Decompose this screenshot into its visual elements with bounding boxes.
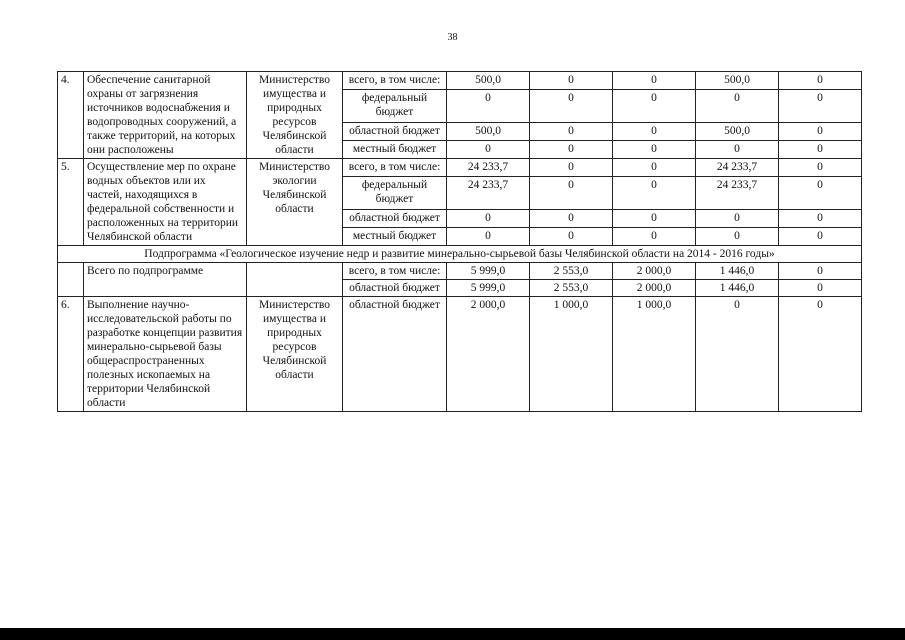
funding-source: федеральный бюджет <box>343 177 447 210</box>
value-cell: 0 <box>530 72 613 90</box>
value-cell: 0 <box>447 209 530 227</box>
value-cell: 0 <box>447 227 530 245</box>
value-cell: 500,0 <box>447 122 530 140</box>
executor <box>247 263 343 297</box>
table-row <box>58 72 862 90</box>
value-cell: 0 <box>530 159 613 177</box>
funding-source: местный бюджет <box>343 140 447 158</box>
value-cell: 0 <box>613 122 696 140</box>
scan-edge-bar <box>0 628 905 640</box>
value-cell: 0 <box>613 72 696 90</box>
value-cell: 0 <box>530 122 613 140</box>
executor: Министерство экологии Челябинской области <box>247 159 343 246</box>
value-cell: 0 <box>530 209 613 227</box>
total-label: Всего по подпрограмме <box>84 263 247 297</box>
funding-source: федеральный бюджет <box>343 90 447 123</box>
value-cell: 0 <box>779 280 862 297</box>
measure-name: Выполнение научно-исследовательской работы по разработке концепции развития минерально-сырьевой базы общераспространенных полезных ископаемых на территории Челябинской области <box>84 297 247 412</box>
value-cell: 0 <box>530 177 613 210</box>
value-cell: 24 233,7 <box>447 159 530 177</box>
value-cell: 0 <box>779 90 862 123</box>
value-cell: 0 <box>613 177 696 210</box>
value-cell: 0 <box>779 72 862 90</box>
measure-name: Осуществление мер по охране водных объектов или их частей, находящихся в федеральной собственности и расположенных на территории Челябинской области <box>84 159 247 246</box>
value-cell: 0 <box>613 227 696 245</box>
table-row <box>58 159 862 177</box>
value-cell: 1 446,0 <box>696 263 779 280</box>
value-cell: 500,0 <box>447 72 530 90</box>
value-cell: 0 <box>779 140 862 158</box>
budget-table <box>57 71 862 412</box>
funding-source: местный бюджет <box>343 227 447 245</box>
value-cell: 0 <box>447 140 530 158</box>
table-row <box>58 263 862 280</box>
subprogram-title: Подпрограмма «Геологическое изучение недр и развитие минерально-сырьевой базы Челябинской области на 2014 - 2016 годы» <box>58 246 862 263</box>
value-cell: 500,0 <box>696 72 779 90</box>
executor: Министерство имущества и природных ресурсов Челябинской области <box>247 297 343 412</box>
value-cell: 24 233,7 <box>447 177 530 210</box>
value-cell: 2 000,0 <box>613 280 696 297</box>
funding-source: областной бюджет <box>343 280 447 297</box>
value-cell: 24 233,7 <box>696 177 779 210</box>
row-number <box>58 263 84 297</box>
row-number: 5. <box>58 159 84 246</box>
subprogram-row <box>58 246 862 263</box>
value-cell: 24 233,7 <box>696 159 779 177</box>
value-cell: 0 <box>696 227 779 245</box>
value-cell: 0 <box>779 122 862 140</box>
value-cell: 1 000,0 <box>613 297 696 412</box>
value-cell: 5 999,0 <box>447 263 530 280</box>
value-cell: 0 <box>779 177 862 210</box>
value-cell: 0 <box>696 297 779 412</box>
row-number: 4. <box>58 72 84 159</box>
value-cell: 0 <box>696 140 779 158</box>
value-cell: 0 <box>779 297 862 412</box>
value-cell: 0 <box>779 209 862 227</box>
value-cell: 0 <box>613 90 696 123</box>
value-cell: 0 <box>447 90 530 123</box>
funding-source: всего, в том числе: <box>343 159 447 177</box>
row-number: 6. <box>58 297 84 412</box>
value-cell: 0 <box>530 90 613 123</box>
value-cell: 1 000,0 <box>530 297 613 412</box>
funding-source: всего, в том числе: <box>343 263 447 280</box>
value-cell: 5 999,0 <box>447 280 530 297</box>
funding-source: областной бюджет <box>343 122 447 140</box>
funding-source: областной бюджет <box>343 297 447 412</box>
table-row <box>58 297 862 412</box>
value-cell: 0 <box>779 227 862 245</box>
funding-source: всего, в том числе: <box>343 72 447 90</box>
value-cell: 0 <box>613 140 696 158</box>
page-number: 38 <box>447 32 458 43</box>
value-cell: 500,0 <box>696 122 779 140</box>
value-cell: 0 <box>530 140 613 158</box>
value-cell: 1 446,0 <box>696 280 779 297</box>
value-cell: 0 <box>779 159 862 177</box>
value-cell: 2 553,0 <box>530 280 613 297</box>
value-cell: 2 000,0 <box>447 297 530 412</box>
value-cell: 0 <box>530 227 613 245</box>
value-cell: 0 <box>779 263 862 280</box>
measure-name: Обеспечение санитарной охраны от загрязнения источников водоснабжения и водопроводных сооружений, а также территорий, на которых они расположены <box>84 72 247 159</box>
value-cell: 0 <box>613 159 696 177</box>
funding-source: областной бюджет <box>343 209 447 227</box>
value-cell: 0 <box>613 209 696 227</box>
executor: Министерство имущества и природных ресурсов Челябинской области <box>247 72 343 159</box>
value-cell: 2 553,0 <box>530 263 613 280</box>
value-cell: 2 000,0 <box>613 263 696 280</box>
value-cell: 0 <box>696 90 779 123</box>
value-cell: 0 <box>696 209 779 227</box>
